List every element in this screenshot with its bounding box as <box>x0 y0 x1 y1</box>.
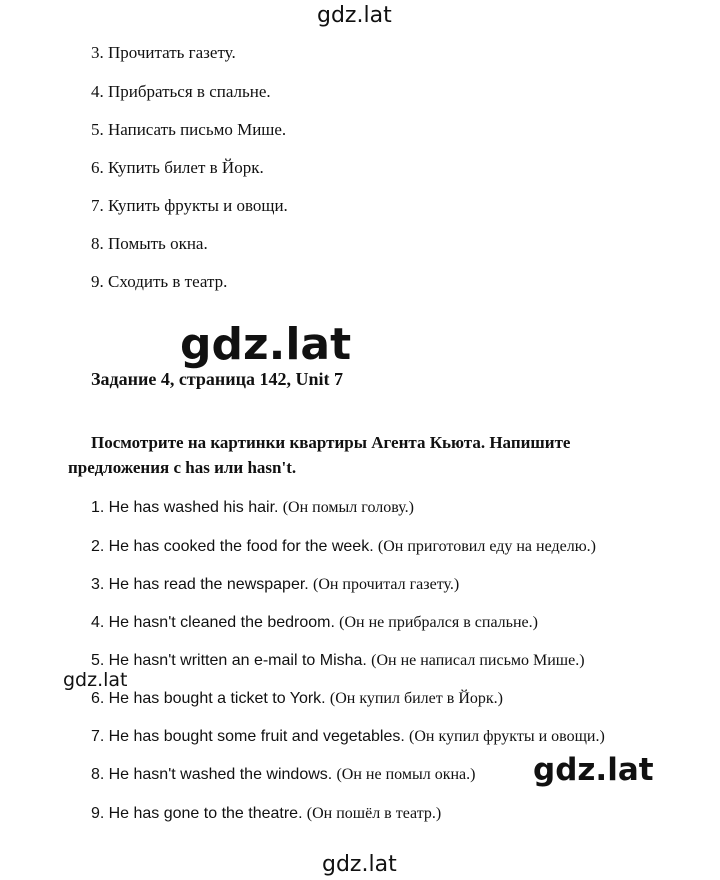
watermark-left: gdz.lat <box>63 669 128 691</box>
answer-russian: (Он не помыл окна.) <box>336 766 476 783</box>
list-item: 6. Купить билет в Йорк. <box>91 158 264 177</box>
answer-english: He hasn't cleaned the bedroom. <box>108 614 335 631</box>
answer-english: He has read the newspaper. <box>108 576 309 593</box>
answer-line <box>91 613 538 631</box>
answer-russian: (Он помыл голову.) <box>282 499 414 516</box>
answer-english: He has washed his hair. <box>108 499 279 516</box>
answer-russian: (Он пошёл в театр.) <box>306 805 442 822</box>
answer-english: He hasn't washed the windows. <box>108 766 333 783</box>
answer-number: 5. <box>91 652 105 669</box>
answer-line <box>91 537 596 555</box>
answer-line <box>91 575 459 593</box>
task-instruction-line-2: предложения с has или hasn't. <box>68 458 297 477</box>
list-item: 7. Купить фрукты и овощи. <box>91 196 288 215</box>
watermark-large: gdz.lat <box>180 319 352 370</box>
answer-english: He has bought a ticket to York. <box>108 690 326 707</box>
section-heading: Задание 4, страница 142, Unit 7 <box>91 369 344 389</box>
list-item: 3. Прочитать газету. <box>91 43 236 62</box>
answer-line <box>91 765 475 783</box>
watermark-right: gdz.lat <box>533 752 654 788</box>
answer-english: He has gone to the theatre. <box>108 805 303 822</box>
answer-russian: (Он купил фрукты и овощи.) <box>409 728 605 745</box>
list-item: 5. Написать письмо Мише. <box>91 120 287 139</box>
list-item: 9. Сходить в театр. <box>91 272 228 291</box>
answer-line <box>91 689 503 707</box>
answer-english: He has cooked the food for the week. <box>108 538 374 555</box>
answer-russian: (Он приготовил еду на неделю.) <box>377 538 596 555</box>
answer-russian: (Он не написал письмо Мише.) <box>371 652 585 669</box>
answer-english: He has bought some fruit and vegetables. <box>108 728 405 745</box>
answer-russian: (Он не прибрался в спальне.) <box>339 614 538 631</box>
watermark-bottom: gdz.lat <box>322 852 397 877</box>
answer-number: 6. <box>91 690 105 707</box>
answer-line <box>91 727 605 745</box>
answer-number: 7. <box>91 728 105 745</box>
answer-russian: (Он прочитал газету.) <box>312 576 460 593</box>
answer-line <box>91 804 441 822</box>
answer-number: 9. <box>91 805 105 822</box>
task-instruction-line-1: Посмотрите на картинки квартиры Агента Кьюта. Напишите <box>91 433 571 452</box>
list-item: 8. Помыть окна. <box>91 234 208 253</box>
answer-number: 2. <box>91 538 105 555</box>
answer-english: He hasn't written an e-mail to Misha. <box>108 652 367 669</box>
answer-number: 1. <box>91 499 105 516</box>
answer-number: 3. <box>91 576 105 593</box>
watermark-top: gdz.lat <box>317 3 392 28</box>
answer-russian: (Он купил билет в Йорк.) <box>329 690 503 707</box>
list-item: 4. Прибраться в спальне. <box>91 82 271 101</box>
answer-line <box>91 651 585 669</box>
answer-number: 4. <box>91 614 105 631</box>
answer-number: 8. <box>91 766 105 783</box>
answer-line <box>91 498 414 516</box>
